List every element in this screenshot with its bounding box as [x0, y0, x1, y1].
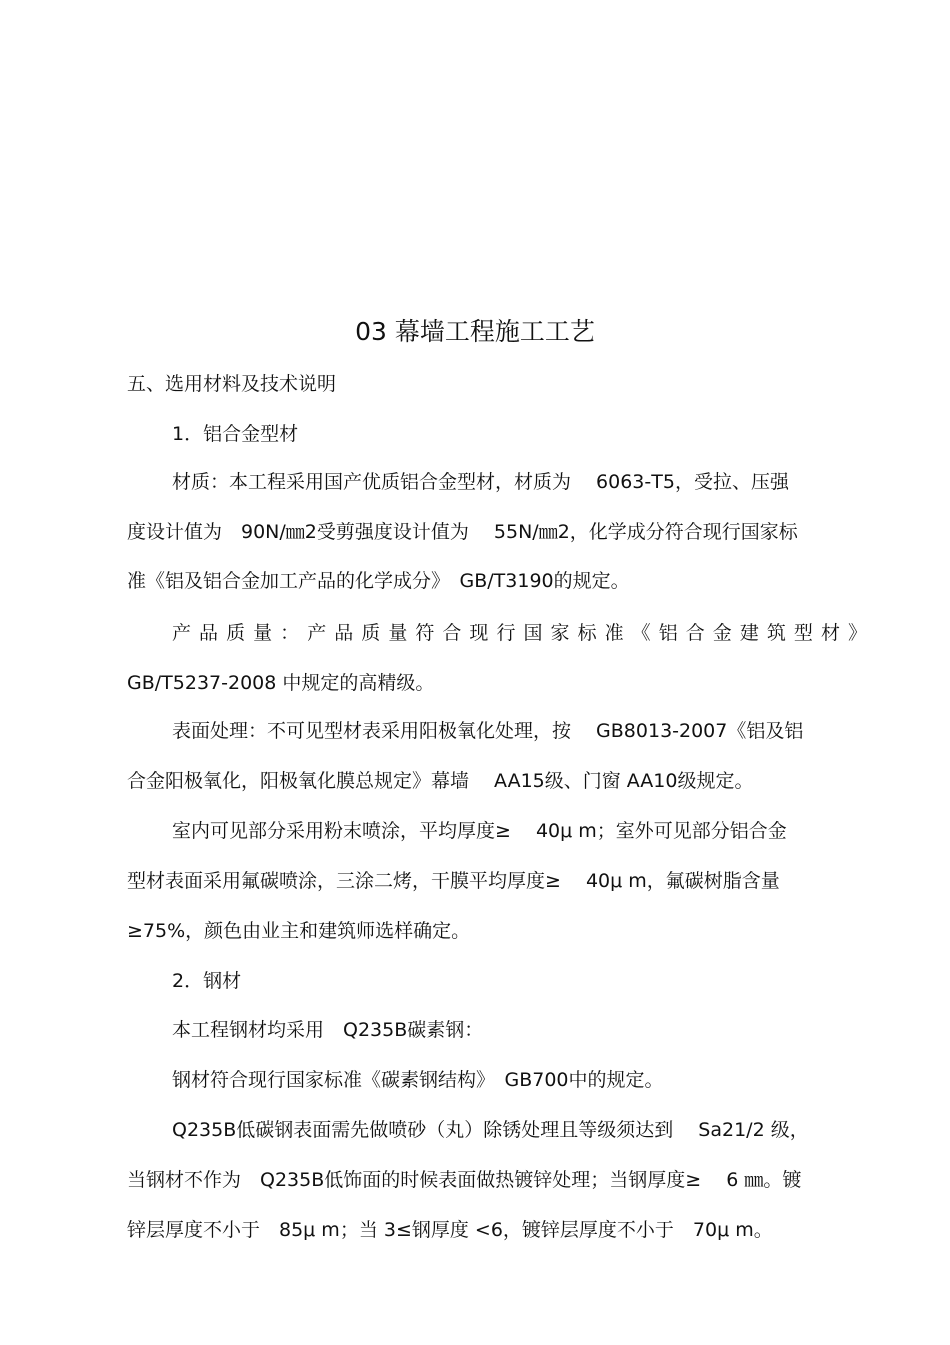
paragraph-line: 合金阳极氧化，阳极氧化膜总规定》幕墙 AA15级、门窗 AA10级规定。 [127, 770, 754, 792]
paragraph-line: 当钢材不作为 Q235B低饰面的时候表面做热镀锌处理；当钢厚度≥ 6 ㎜。镀 [127, 1169, 802, 1191]
paragraph-line: 型材表面采用氟碳喷涂，三涂二烤，干膜平均厚度≥ 40μ m，氟碳树脂含量 [127, 870, 780, 892]
page-title: 03 幕墙工程施工工艺 [355, 317, 595, 346]
paragraph-line: 表面处理：不可见型材表采用阳极氧化处理，按 GB8013-2007《铝及铝 [172, 720, 804, 742]
section-heading: 五、选用材料及技术说明 [127, 373, 337, 395]
paragraph-line: Q235B低碳钢表面需先做喷砂（丸）除锈处理且等级须达到 Sa21/2 级， [172, 1119, 809, 1141]
paragraph-line: 度设计值为 90N/㎜2受剪强度设计值为 55N/㎜2，化学成分符合现行国家标 [127, 521, 798, 543]
paragraph-line: 本工程钢材均采用 Q235B碳素钢： [172, 1019, 484, 1041]
paragraph-line: 锌层厚度不小于 85μ m；当 3≤钢厚度 <6，镀锌层厚度不小于 70μ m。 [127, 1219, 773, 1241]
paragraph-line: 钢材符合现行国家标准《碳素钢结构》 GB700中的规定。 [172, 1069, 664, 1091]
subsection-heading-steel: 2．钢材 [172, 970, 242, 992]
paragraph-line: ≥75%，颜色由业主和建筑师选样确定。 [127, 920, 471, 942]
paragraph-line: 室内可见部分采用粉末喷涂，平均厚度≥ 40μ m；室外可见部分铝合金 [172, 820, 787, 842]
paragraph-line: GB/T5237-2008 中规定的高精级。 [127, 672, 435, 694]
paragraph-line: 产 品 质 量 ： 产 品 质 量 符 合 现 行 国 家 标 准 《 铝 合 金 建 筑 型 材 》 [172, 622, 868, 644]
paragraph-line: 材质：本工程采用国产优质铝合金型材，材质为 6063-T5，受拉、压强 [172, 471, 789, 493]
paragraph-line: 准《铝及铝合金加工产品的化学成分》 GB/T3190的规定。 [127, 570, 630, 592]
subsection-heading-aluminum: 1．铝合金型材 [172, 423, 299, 445]
